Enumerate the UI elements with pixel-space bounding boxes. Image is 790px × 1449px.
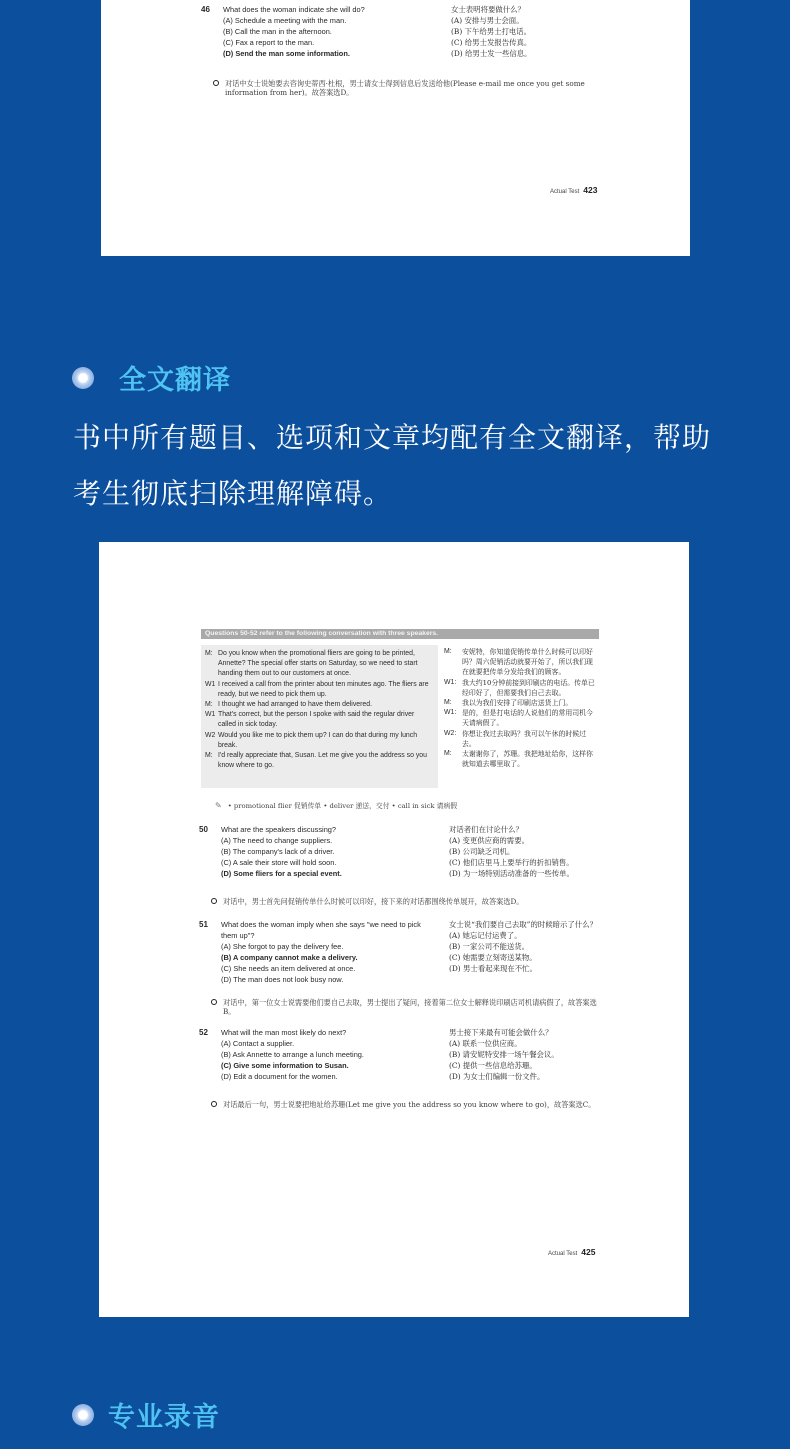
option-b: (B) The company's lack of a driver. bbox=[221, 847, 335, 856]
conversation-line: M: Do you know when the promotional fliers are going to be printed, Annette? The special offer starts on Saturday, so we need to start handing them out to our customers at once. bbox=[205, 650, 418, 678]
option-c-zh: (C) 他们店里马上要举行的折扣销售。 bbox=[449, 858, 574, 867]
page-footer bbox=[548, 1247, 595, 1257]
explanation-bullet-icon bbox=[211, 1101, 217, 1107]
option-a: (A) The need to change suppliers. bbox=[221, 836, 333, 845]
option-c-zh: (C) 给男士发报告传真。 bbox=[451, 38, 532, 47]
option-a-zh: (A) 她忘记付运费了。 bbox=[449, 931, 522, 940]
question-text-zh: 对话者们在讨论什么？ bbox=[449, 825, 523, 834]
option-c-answer: (C) Give some information to Susan. bbox=[221, 1061, 349, 1070]
conversation-en bbox=[201, 645, 438, 788]
option-b-zh: (B) 公司缺乏司机。 bbox=[449, 847, 515, 856]
question-number: 46 bbox=[201, 5, 210, 14]
footer-label: Actual Test bbox=[550, 189, 580, 195]
option-c: (C) Fax a report to the man. bbox=[223, 38, 315, 47]
section-description bbox=[73, 410, 753, 522]
conversation-line-zh: M: 太谢谢你了，苏珊。我把地址给你，这样你就知道去哪里取了。 bbox=[444, 750, 593, 769]
question-text: What will the man most likely do next? bbox=[221, 1028, 347, 1037]
option-a: (A) Contact a supplier. bbox=[221, 1039, 295, 1048]
option-a-zh: (A) 变更供应商的需要。 bbox=[449, 836, 529, 845]
conversation-line: W1 I received a call from the printer about ten minutes ago. The fliers are ready, but we need to pick them up. bbox=[205, 680, 429, 698]
option-d-answer: (D) Some fliers for a special event. bbox=[221, 869, 342, 878]
memo-icon: ✎ bbox=[215, 801, 222, 810]
conversation-line: M: I thought we had arranged to have them delivered. bbox=[205, 701, 372, 709]
page-number: 425 bbox=[581, 1247, 596, 1257]
footer-label: Actual Test bbox=[548, 1251, 578, 1257]
description-line-1: 书中所有题目、选项和文章均配有全文翻译，帮助 bbox=[73, 421, 712, 454]
option-c-zh: (C) 她需要立刻寄送某物。 bbox=[449, 953, 537, 962]
option-a-zh: (A) 联系一位供应商。 bbox=[449, 1039, 522, 1048]
section-title: 专业录音 bbox=[108, 1402, 220, 1433]
explanation-bullet-icon bbox=[211, 898, 217, 904]
question-number: 51 bbox=[199, 920, 208, 929]
option-b-answer: (B) A company cannot make a delivery. bbox=[221, 953, 358, 962]
option-a-zh: (A) 安排与男士会面。 bbox=[451, 16, 524, 25]
question-en bbox=[221, 1027, 441, 1082]
question-zh bbox=[449, 919, 604, 974]
conversation-line-zh: W1: 是的，但是打电话的人说他们的常用司机今天请病假了。 bbox=[444, 709, 593, 728]
option-b: (B) Ask Annette to arrange a lunch meeting. bbox=[221, 1050, 364, 1059]
question-en bbox=[221, 919, 441, 985]
option-c: (C) She needs an item delivered at once. bbox=[221, 964, 356, 973]
explanation-bullet-icon bbox=[213, 80, 219, 86]
explanation-bullet-icon bbox=[211, 999, 217, 1005]
option-a: (A) Schedule a meeting with the man. bbox=[223, 16, 347, 25]
question-text-zh: 男士接下来最有可能会做什么？ bbox=[449, 1028, 553, 1037]
conversation-line-zh: M: 我以为我们安排了印刷店送货上门。 bbox=[444, 699, 573, 708]
question-zh bbox=[451, 4, 611, 59]
conversation-line: W1 That's correct, but the person I spoke with said the regular driver called in sick today. bbox=[205, 711, 415, 729]
description-line-2: 考生彻底扫除理解障碍。 bbox=[73, 477, 393, 510]
section-title: 全文翻译 bbox=[119, 365, 231, 396]
conversation-line: W2 Would you like me to pick them up? I can do that during my lunch break. bbox=[205, 731, 418, 749]
conversation-line: M: I'd really appreciate that, Susan. Let me give you the address so you know where to go. bbox=[205, 752, 427, 770]
book-page-423: 46 What does the woman indicate she will do? (A) Schedule a meeting with the man. (B) Call the man in the afternoon. (C) Fax a report to the man. (D) Send the man some information. 女士表明将要做什么？ (A) 安排与男士会面。 (B) 下午给男士打电话。 (C) 给男士发报告传真。 (D) 给男士发一些信息。 对话中女士说她要去咨询史蒂西·杜根，男士请女士得到信息后发送给他(Please e-mail me once you get some information from her)。故答案选D。 Actual Test 423 bbox=[101, 0, 690, 256]
option-b: (B) Call the man in the afternoon. bbox=[223, 27, 332, 36]
conversation-line-zh: W2: 你想让我过去取吗？我可以午休的时候过去。 bbox=[444, 729, 587, 748]
conversation-line-zh: M: 安妮特，你知道促销传单什么时候可以印好吗？周六促销活动就要开始了，所以我们现在就要把传单分发给我们的顾客。 bbox=[444, 648, 593, 677]
option-d: (D) The man does not look busy now. bbox=[221, 975, 344, 984]
question-text-zh: 女士说“我们要自己去取”的时候暗示了什么？ bbox=[449, 920, 597, 929]
option-d: (D) Edit a document for the women. bbox=[221, 1072, 338, 1081]
option-b-zh: (B) 下午给男士打电话。 bbox=[451, 27, 532, 36]
bullet-circle-icon bbox=[72, 367, 94, 389]
option-d-zh: (D) 为女士们编辑一份文件。 bbox=[449, 1072, 545, 1081]
question-en bbox=[223, 4, 443, 59]
option-c-zh: (C) 提供一些信息给苏珊。 bbox=[449, 1061, 537, 1070]
book-page-425: Questions 50-52 refer to the following conversation with three speakers. M: Do you know when the promotional fliers are going to be printed, Annette? The special offer starts on Saturday, so we need to start handing them out to our customers at once. W1 I received a call from the printer about ten minutes ago. The fliers are ready, but we need to pick them up. M: I thought we had arranged to have them delivered. W1 That's correct, but the person I spoke with said the regular driver called in sick today. W2 Would you like me to pick them up? I can do that during my lunch break. M: I'd really appreciate that, Susan. Let me give you the address so you know where to go. M: 安妮特，你知道促销传单什么时候可以印好吗？周六促销活动就要开始了，所以我们现在就要把传单分发给我们的顾客。 W1: 我大约10分钟前接到印刷店的电话。传单已经印好了，但需要我们自己去取。 M: 我以为我们安排了印刷店送货上门。 W1: 是的，但是打电话的人说他们的常用司机今天请病假了。 W2: 你想让我过去取吗？我可以午休的时候过去。 M: 太谢谢你了，苏珊。我把地址给你，这样你就知道去哪里取了。 ✎ • promotional flier 促销传单 • deliver 递送，交付 • call in sick 请病假 50 What are the speakers discussing? (A) The need to change suppliers. (B) The company's lack of a driver. (C) A sale their store will hold soon. (D) Some fliers for a special event. 对话者们在讨论什么？ (A) 变更供应商的需要。 (B) 公司缺乏司机。 (C) 他们店里马上要举行的折扣销售。 (D) 为一场特别活动准备的一些传单。 对话中，男士首先问促销传单什么时候可以印好，接下来的对话都围绕传单展开，故答案选D。 51 What does the woman imply when she says "we need to pick them up"? (A) She forgot to pay the delivery fee. (B) A company cannot make a delivery. (C) She needs an item delivered at once. (D) The man does not look busy now. 女士说“我们要自己去取”的时候暗示了什么？ (A) 她忘记付运费了。 (B) 一家公司不能送货。 (C) 她需要立刻寄送某物。 (D) 男士看起来现在不忙。 对话中，第一位女士说需要他们要自己去取，男士提出了疑问，接着第二位女士解释说印刷店司机请病假了，故答案选B。 52 What will the man most likely do next? (A) Contact a supplier. (B) Ask Annette to arrange a lunch meeting. (C) Give some information to Susan. (D) Edit a document for the women. 男士接下来最有可能会做什么？ (A) 联系一位供应商。 (B) 请安妮特安排一场午餐会议。 (C) 提供一些信息给苏珊。 (D) 为女士们编辑一份文件。 对话最后一句，男士说要把地址给苏珊(Let me give you the address so you know where to go)，故答案选C。 Actual Test 425 bbox=[99, 542, 689, 1317]
page-footer bbox=[550, 185, 597, 195]
option-d-zh: (D) 给男士发一些信息。 bbox=[451, 49, 532, 58]
conversation-zh bbox=[442, 645, 602, 769]
section-heading-audio bbox=[72, 1395, 220, 1434]
bullet-circle-icon bbox=[72, 1404, 94, 1426]
vocabulary-line: ✎ • promotional flier 促销传单 • deliver 递送，交付 • call in sick 请病假 bbox=[215, 801, 458, 810]
conversation-title-bar: Questions 50-52 refer to the following conversation with three speakers. bbox=[201, 629, 599, 639]
option-b-zh: (B) 请安妮特安排一场午餐会议。 bbox=[449, 1050, 559, 1059]
option-d-zh: (D) 为一场特别活动准备的一些传单。 bbox=[449, 869, 574, 878]
question-en bbox=[221, 824, 441, 879]
question-zh bbox=[449, 824, 609, 879]
question-zh bbox=[449, 1027, 609, 1082]
question-number: 50 bbox=[199, 825, 208, 834]
question-text: What are the speakers discussing? bbox=[221, 825, 337, 834]
option-b-zh: (B) 一家公司不能送货。 bbox=[449, 942, 530, 951]
question-text: What does the woman indicate she will do? bbox=[223, 5, 365, 14]
conversation-line-zh: W1: 我大约10分钟前接到印刷店的电话。传单已经印好了，但需要我们自己去取。 bbox=[444, 678, 595, 697]
option-d-answer: (D) Send the man some information. bbox=[223, 49, 350, 58]
option-c: (C) A sale their store will hold soon. bbox=[221, 858, 337, 867]
option-a: (A) She forgot to pay the delivery fee. bbox=[221, 942, 344, 951]
question-text: What does the woman imply when she says "we need to pick them up"? bbox=[221, 920, 421, 940]
question-number: 52 bbox=[199, 1028, 208, 1037]
option-d-zh: (D) 男士看起来现在不忙。 bbox=[449, 964, 537, 973]
question-text-zh: 女士表明将要做什么？ bbox=[451, 5, 525, 14]
page-number: 423 bbox=[583, 185, 598, 195]
section-heading-translation bbox=[72, 358, 231, 397]
